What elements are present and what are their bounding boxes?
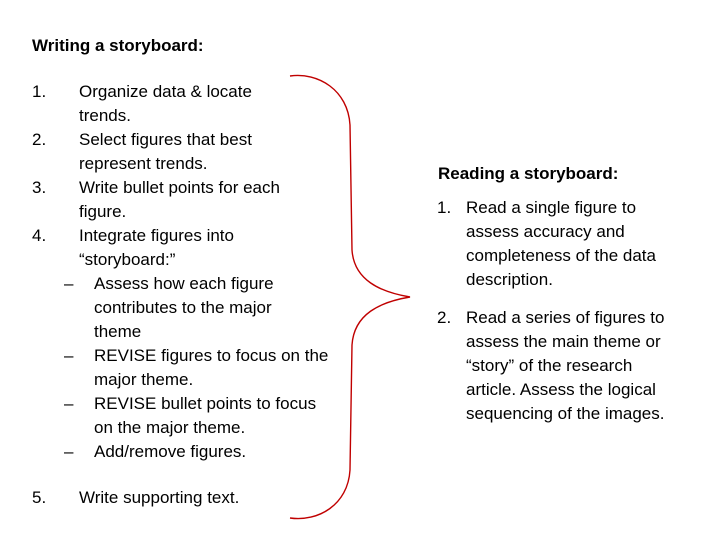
dash-bullet: – bbox=[64, 274, 74, 293]
item-text: Read a single figure to assess accuracy and completeness of the data description. bbox=[466, 198, 656, 289]
item-text: Select figures that best represent trends. bbox=[79, 130, 252, 173]
item-text: Read a series of figures to assess the main theme or “story” of the research article. Assess the logical sequencing of the images. bbox=[466, 308, 665, 423]
subitem-text: Add/remove figures. bbox=[94, 442, 247, 461]
brace-stroke bbox=[290, 75, 410, 518]
item-number: 3. bbox=[32, 178, 47, 197]
reading-list bbox=[437, 196, 697, 440]
subitem-text: Assess how each figure contributes to the major theme bbox=[94, 274, 274, 341]
reading-item-2 bbox=[437, 306, 697, 426]
writing-title: Writing a storyboard: bbox=[32, 36, 204, 55]
subitem-text: REVISE bullet points to focus on the major theme. bbox=[94, 394, 317, 437]
dash-bullet: – bbox=[64, 394, 74, 413]
item-number: 1. bbox=[437, 198, 452, 217]
item-text: Write supporting text. bbox=[79, 488, 240, 507]
reading-item-1 bbox=[437, 196, 697, 292]
item-text: Organize data & locate trends. bbox=[79, 82, 252, 125]
item-number: 2. bbox=[437, 308, 452, 327]
item-number: 1. bbox=[32, 82, 47, 101]
dash-bullet: – bbox=[64, 442, 74, 461]
subitem-text: REVISE figures to focus on the major theme. bbox=[94, 346, 329, 389]
item-number: 4. bbox=[32, 226, 47, 245]
item-number: 2. bbox=[32, 130, 47, 149]
item-text: Write bullet points for each figure. bbox=[79, 178, 280, 221]
reading-title: Reading a storyboard: bbox=[438, 164, 619, 183]
dash-bullet: – bbox=[64, 346, 74, 365]
item-number: 5. bbox=[32, 488, 47, 507]
item-text: Integrate figures into “storyboard:” bbox=[79, 226, 234, 269]
